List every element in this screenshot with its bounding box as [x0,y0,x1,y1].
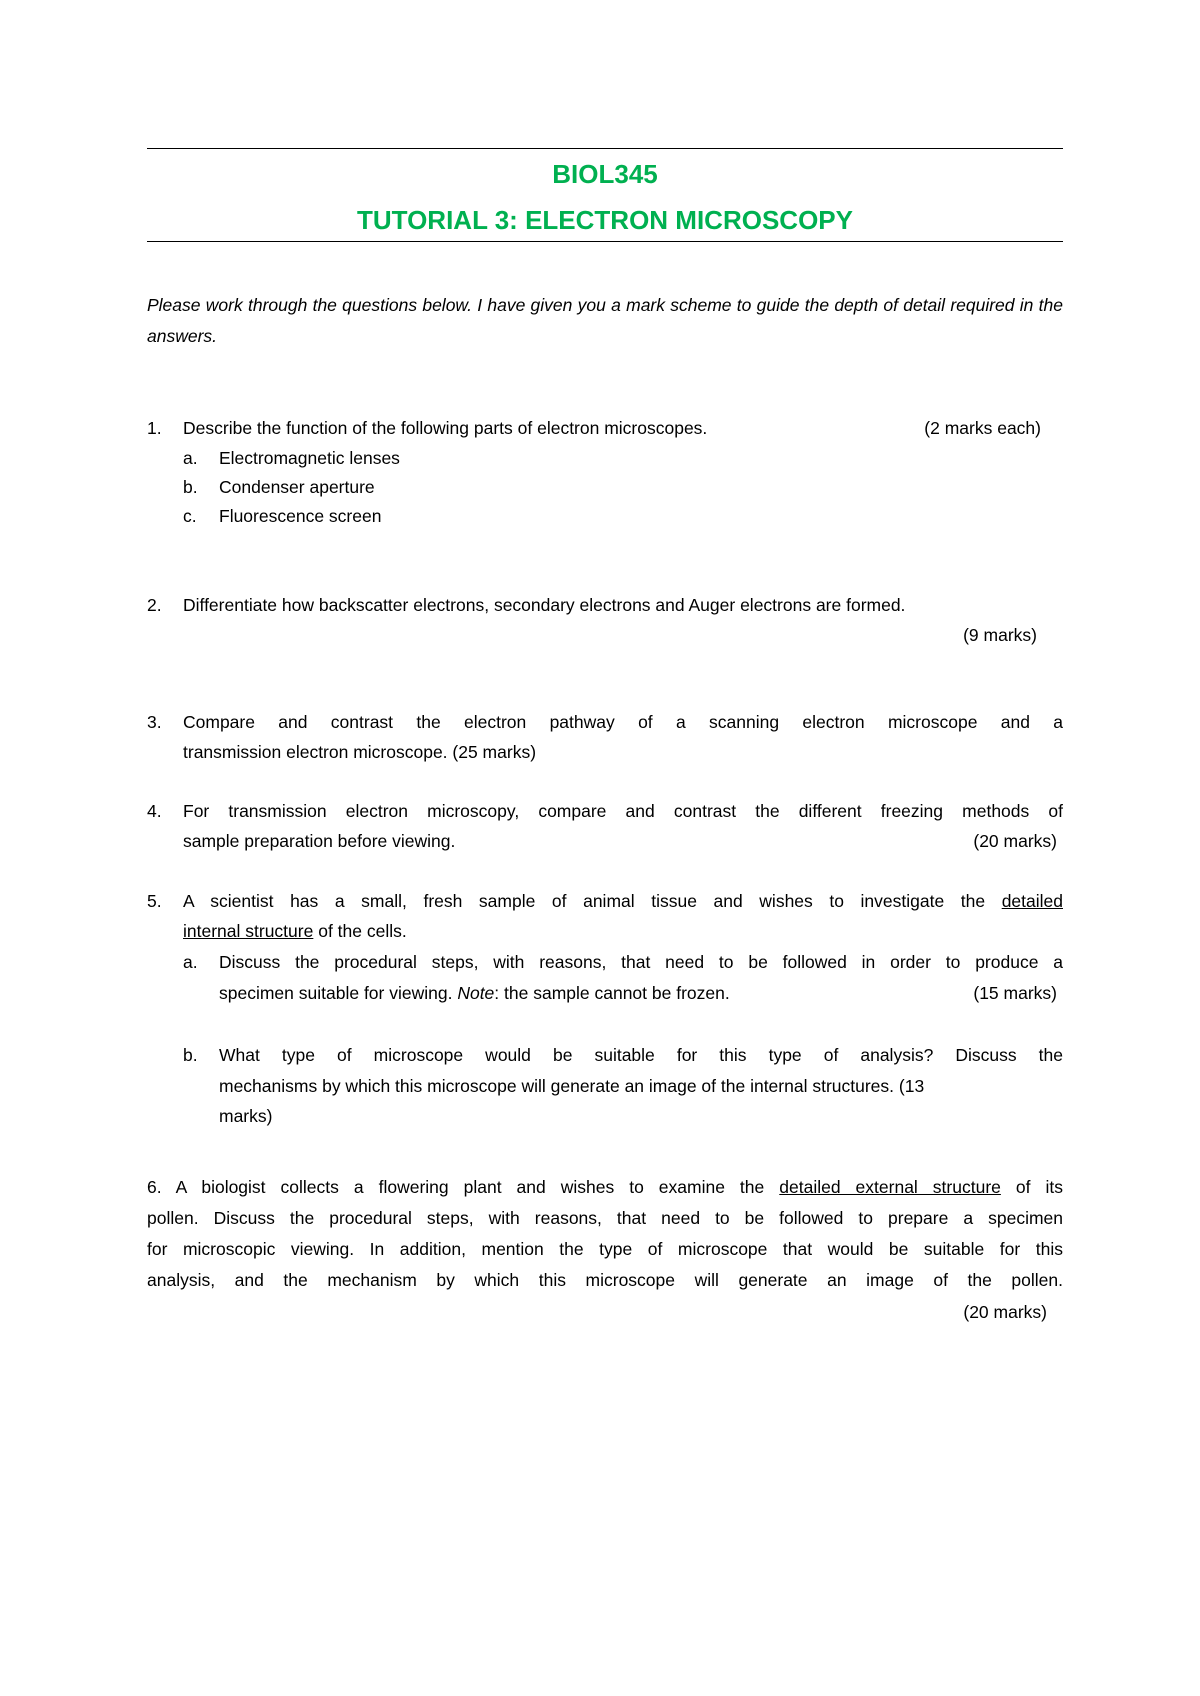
part-label: b. [183,477,198,497]
part-label: c. [183,506,197,526]
underlined-text: internal structure [183,921,314,941]
question-text-line-2: transmission electron microscope. (25 marks) [183,742,537,762]
question-text-line-1: For transmission electron microscopy, compare and contrast the different freezing methods of [183,801,1063,821]
question-text-line-2 [183,916,1063,946]
part-label: b. [183,1045,198,1065]
question-text-line-1: Compare and contrast the electron pathway of a scanning electron microscope and a [183,712,1063,732]
marks: (15 marks) [973,983,1057,1003]
part-text-line-1: What type of microscope would be suitable for this type of analysis? Discuss the [219,1045,1063,1065]
question-text: of its [1015,1177,1063,1197]
bottom-rule [147,241,1063,242]
question-text: of the cells. [318,921,407,941]
question-text-line-4: analysis, and the mechanism by which this microscope will generate an image of the pollen. [147,1270,1063,1290]
underlined-text: detailed [1001,891,1063,911]
note-label: Note [457,983,495,1003]
marks: (9 marks) [963,625,1037,645]
part-text-line-2 [219,978,1063,1008]
part-text: Condenser aperture [219,477,375,497]
part-text-line-3: marks) [219,1106,273,1126]
part-text-line-2: mechanisms by which this microscope will generate an image of the internal structures. (13 [219,1076,925,1096]
question-text: A scientist has a small, fresh sample of animal tissue and wishes to investigate the [183,891,986,911]
question-3 [147,707,1063,771]
question-number: 4. [147,801,162,821]
question-number: 6. [147,1177,162,1197]
underlined-text: detailed external structure [779,1177,1001,1197]
question-number: 3. [147,712,162,732]
part-text-line-1: Discuss the procedural steps, with reasons, that need to be followed in order to produce a [219,952,1063,972]
question-text-line-2: pollen. Discuss the procedural steps, with reasons, that need to be followed to prepare a specimen [147,1208,1063,1228]
question-2 [147,590,1063,654]
question-text-line-3: for microscopic viewing. In addition, mention the type of microscope that would be suitable for this [147,1239,1063,1259]
course-code: BIOL345 [552,159,658,189]
part-text: specimen suitable for viewing. [219,983,453,1003]
top-rule [147,148,1063,149]
intro-instructions: Please work through the questions below. I have given you a mark scheme to guide the depth of detail required in the answers. [147,295,1063,346]
question-number: 1. [147,418,162,438]
marks: (20 marks) [973,831,1057,851]
question-4 [147,796,1063,860]
part-label: a. [183,448,198,468]
question-number: 5. [147,891,162,911]
part-text: Fluorescence screen [219,506,382,526]
question-text-line-1 [147,1172,1063,1203]
part-text: Electromagnetic lenses [219,448,400,468]
question-1 [147,413,1063,543]
question-number: 2. [147,595,162,615]
marks: (20 marks) [963,1302,1047,1322]
part-label: a. [183,952,198,972]
question-5 [147,886,1063,1136]
part-text: : the sample cannot be frozen. [494,983,730,1003]
question-text: Describe the function of the following parts of electron microscopes. [183,418,708,438]
question-text: A biologist collects a flowering plant and wishes to examine the [175,1177,765,1197]
question-6 [147,1172,1063,1332]
tutorial-title: TUTORIAL 3: ELECTRON MICROSCOPY [357,205,853,235]
question-text: Differentiate how backscatter electrons, secondary electrons and Auger electrons are formed. [183,595,906,615]
marks: (2 marks each) [924,418,1041,438]
question-text-line-2: sample preparation before viewing. [183,831,456,851]
question-text-line-1 [183,886,1063,916]
